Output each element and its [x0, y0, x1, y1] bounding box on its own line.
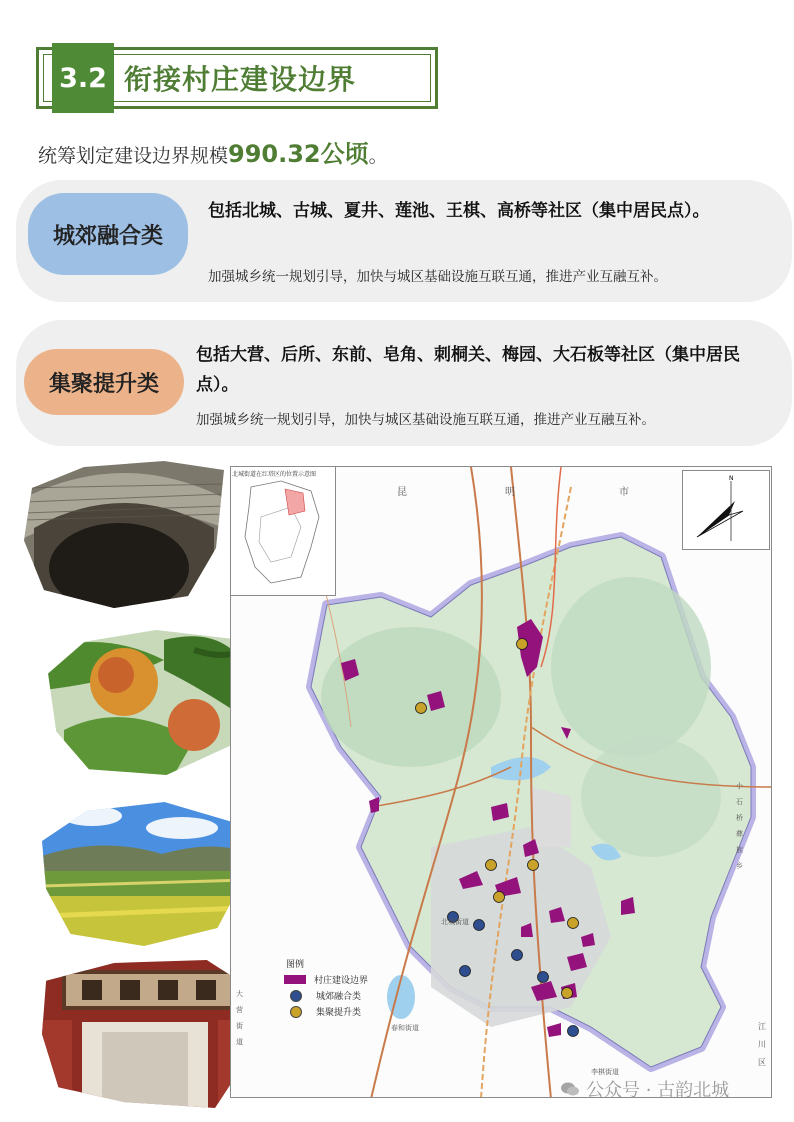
category-badge-suburban: 城郊融合类	[28, 193, 188, 275]
legend-item: 集聚提升类	[284, 1005, 361, 1018]
category-description: 包括大营、后所、东前、皂角、刺桐关、梅园、大石板等社区（集中居民点）。	[196, 345, 740, 395]
map-label: 昆	[397, 487, 407, 498]
section-number: 3.2	[52, 43, 114, 113]
category-description: 包括北城、古城、夏井、莲池、王棋、高桥等社区（集中居民点）。	[208, 201, 710, 221]
watermark: 公众号 · 古韵北城	[560, 1076, 729, 1102]
north-arrow-icon	[682, 470, 770, 550]
map-label: 李棋街道	[591, 1068, 619, 1076]
map-label-side: 大 营 街 道	[236, 990, 243, 1046]
map-label-side: 小 石 桥 彝 族 乡	[736, 782, 743, 870]
map-label: 明	[505, 487, 515, 498]
photo-stone-bridge	[24, 458, 224, 608]
inset-title: 北城街道在红塔区的位置示意图	[232, 471, 317, 478]
category-badge-cluster: 集聚提升类	[24, 349, 184, 415]
summary-text: 统筹划定建设边界规模990.32公顷。	[38, 140, 388, 168]
photo-peaches	[44, 630, 248, 775]
category-note: 加强城乡统一规划引导，加快与城区基础设施互联互通，推进产业互融互补。	[208, 269, 667, 285]
location-inset-map	[230, 466, 336, 596]
wechat-icon	[560, 1081, 580, 1097]
map-label: 春和街道	[391, 1024, 419, 1032]
map-label-side: 江 川 区	[758, 1022, 766, 1067]
legend-item: 村庄建设边界	[284, 973, 368, 986]
section-title: 衔接村庄建设边界	[124, 63, 357, 96]
map-label: 北城街道	[441, 918, 469, 926]
legend-dot-icon	[290, 1006, 302, 1018]
photo-countryside-fields	[42, 796, 246, 946]
photo-gate-plaque	[42, 960, 248, 1108]
legend-item: 城郊融合类	[284, 989, 361, 1002]
summary-value: 990.32公顷	[228, 140, 369, 168]
legend-title: 图例	[286, 960, 305, 970]
legend-dot-icon	[290, 990, 302, 1002]
map-label: 市	[619, 487, 629, 498]
legend-swatch	[284, 975, 306, 984]
category-note: 加强城乡统一规划引导，加快与城区基础设施互联互通，推进产业互融互补。	[196, 412, 655, 428]
svg-text:N: N	[729, 475, 734, 482]
